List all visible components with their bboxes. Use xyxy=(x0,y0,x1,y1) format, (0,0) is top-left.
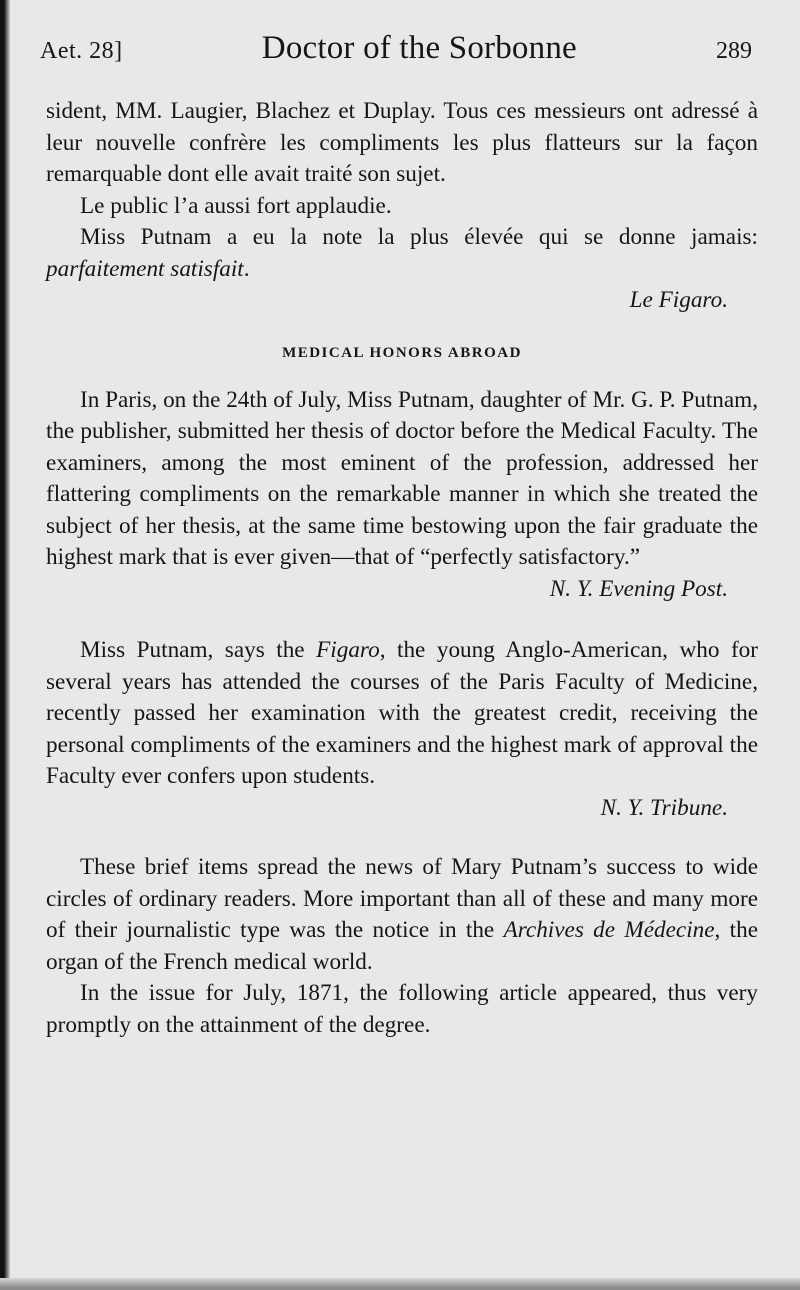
paragraph-evening-post: In Paris, on the 24th of July, Miss Putnam, daughter of Mr. G. P. Putnam, the publisher, submitted her thesis of doctor before the Medical Faculty. The examiners, among the most eminent of the profession, addressed her flattering compliments on the remarkable manner in which she treated the subject of her thesis, at the same time bestowing upon the fair graduate the highest mark that is ever given—that of “perfectly satisfactory.” xyxy=(46,386,759,570)
text-run: These brief items spread the news of Mary Putnam’s success to wide circles of ordinary readers. More important than all of these and many more of their journalistic type was the notice in the xyxy=(46,854,758,943)
running-head xyxy=(40,30,752,74)
paragraph-figaro-quote-2: Le public l’a aussi fort applaudie. xyxy=(80,192,392,219)
source-attribution: N. Y. Evening Post. xyxy=(549,575,728,602)
running-head-title: Doctor of the Sorbonne xyxy=(261,30,577,66)
source-attribution: Le Figaro. xyxy=(629,287,728,313)
text-run: Miss Putnam, says the xyxy=(80,637,305,663)
text-run: Miss Putnam a eu la note la plus élevée qui se donne jamais: xyxy=(80,224,758,250)
page-number: 289 xyxy=(716,38,752,64)
running-head-age: Aet. 28] xyxy=(40,38,123,64)
text-run: . xyxy=(243,255,250,282)
section-heading: MEDICAL HONORS ABROAD xyxy=(282,344,522,361)
text-run: , the organ of the French medical world. xyxy=(46,917,759,975)
paragraph-archives-intro: In the issue for July, 1871, the following article appeared, thus very promptly on the attainment of the degree. xyxy=(46,980,758,1038)
paragraph-figaro-quote-3 xyxy=(46,222,758,285)
body-text xyxy=(46,96,758,1041)
source-attribution: N. Y. Tribune. xyxy=(600,794,728,821)
paragraph-tribune xyxy=(46,635,758,793)
emphasis: parfaitement satisfait xyxy=(46,255,244,282)
paragraph-commentary xyxy=(46,852,758,978)
paragraph-figaro-quote-1: sident, MM. Laugier, Blachez et Duplay. Tous ces messieurs ont adressé à leur nouvelle confrère les compliments les plus flatteurs sur la façon remarquable dont elle avait traité son sujet. xyxy=(46,98,758,187)
emphasis: Figaro xyxy=(316,637,380,663)
emphasis: Archives de Médecine xyxy=(503,917,715,943)
text-run: , the young Anglo-American, who for several years has attended the courses of the Paris Faculty of Medicine, recently passed her examination with the greatest credit, receiving the personal compliments of the examiners and the highest mark of approval the Faculty ever confers upon students. xyxy=(46,637,758,789)
